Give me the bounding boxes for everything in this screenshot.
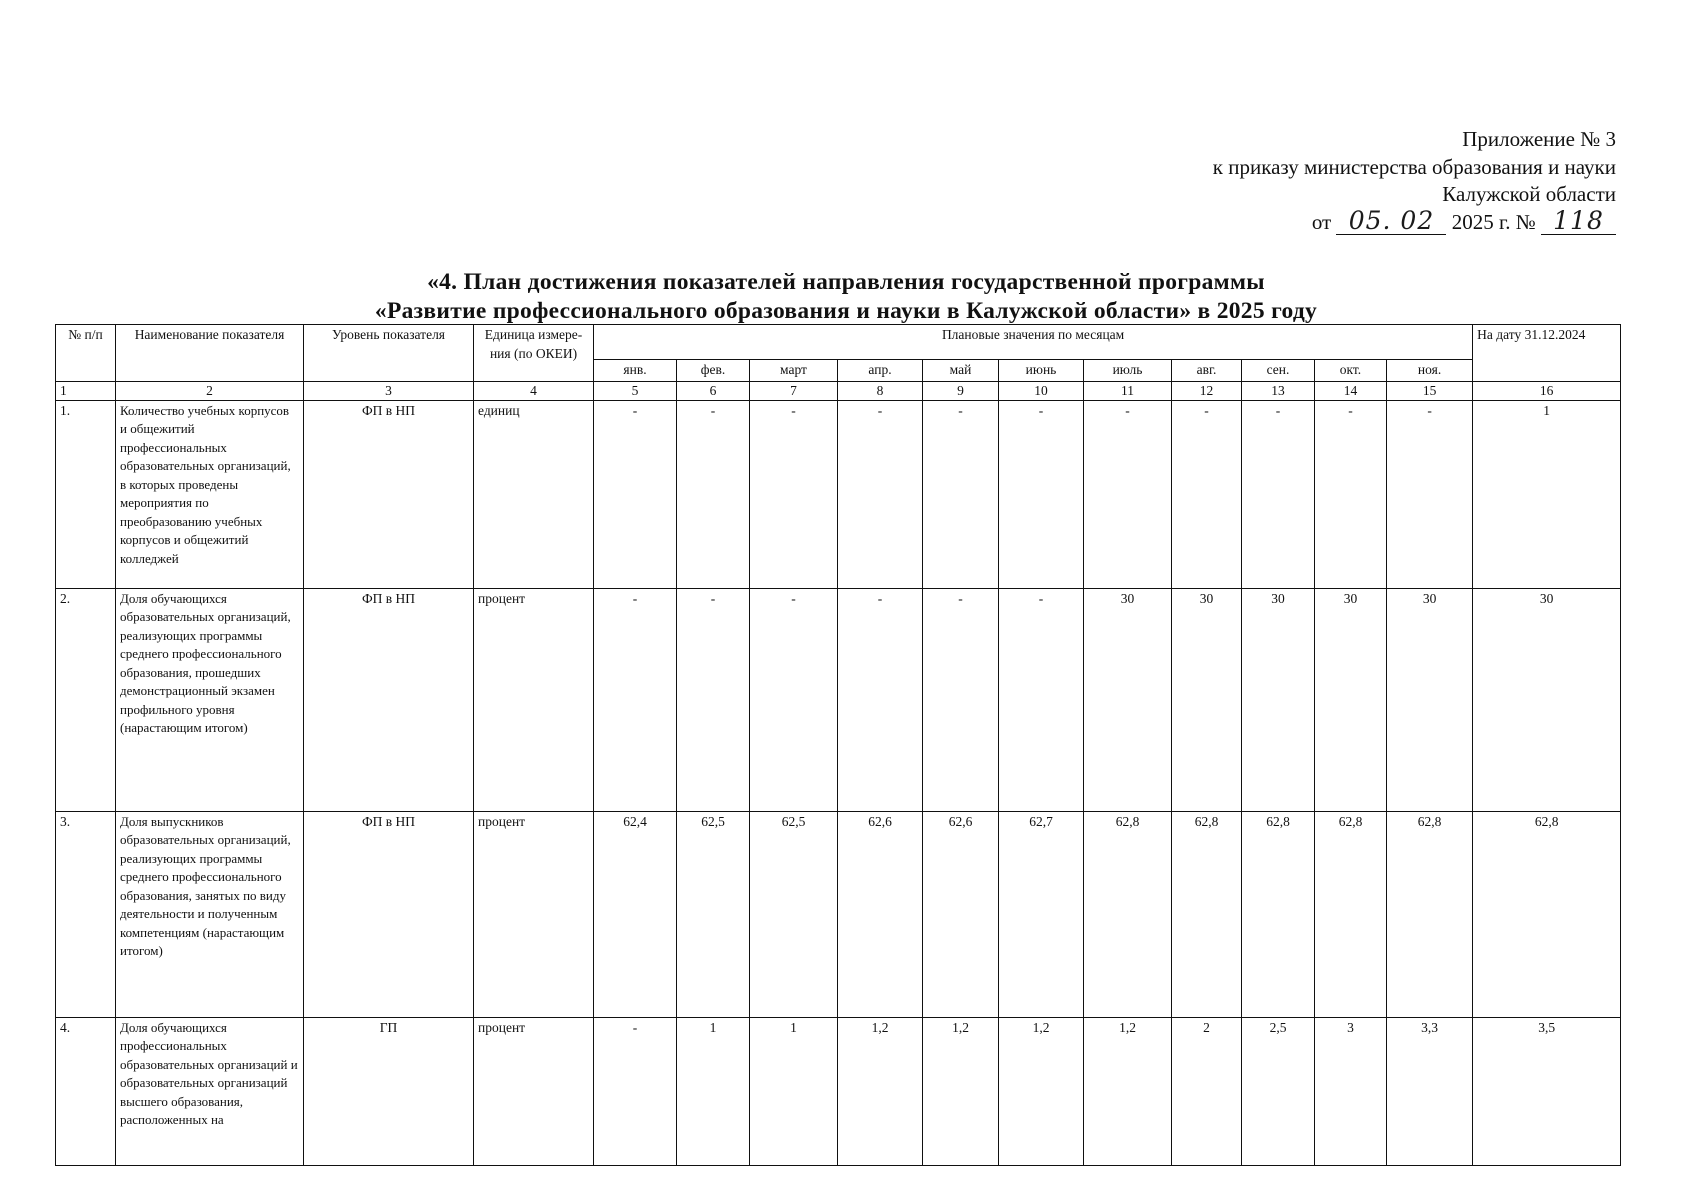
- column-number: 8: [838, 381, 923, 400]
- column-number: 4: [474, 381, 594, 400]
- month-value: -: [1084, 400, 1172, 588]
- month-value: 62,6: [923, 811, 999, 1017]
- final-value: 30: [1473, 588, 1621, 811]
- month-value: -: [923, 588, 999, 811]
- month-value: 62,8: [1315, 811, 1387, 1017]
- month-value: -: [923, 400, 999, 588]
- month-header: янв.: [594, 360, 677, 382]
- month-value: -: [594, 588, 677, 811]
- indicator-name: Доля выпускников образовательных организаций, реализующих программы среднего профессионального образования, занятых по виду деятельности и полученным компетенциям (нарастающим итогом): [116, 811, 304, 1017]
- appendix-date-line: [1056, 205, 1616, 237]
- month-value: -: [1387, 400, 1473, 588]
- column-number: 9: [923, 381, 999, 400]
- month-value: 62,8: [1084, 811, 1172, 1017]
- month-value: -: [1172, 400, 1242, 588]
- month-value: 30: [1315, 588, 1387, 811]
- month-value: 30: [1172, 588, 1242, 811]
- month-value: 62,5: [677, 811, 750, 1017]
- month-value: 62,8: [1387, 811, 1473, 1017]
- handwritten-date: 05. 02: [1348, 205, 1435, 235]
- date-field: [1336, 205, 1446, 235]
- final-value: 1: [1473, 400, 1621, 588]
- month-value: 2: [1172, 1017, 1242, 1165]
- month-value: -: [750, 400, 838, 588]
- header-date: На дату 31.12.2024: [1473, 325, 1621, 382]
- month-value: 62,4: [594, 811, 677, 1017]
- row-number: 4.: [56, 1017, 116, 1165]
- appendix-region: Калужской области: [1442, 182, 1616, 206]
- indicator-level: ФП в НП: [304, 400, 474, 588]
- column-number-row: [56, 381, 1621, 400]
- title-line-1: «4. План достижения показателей направления государственной программы: [427, 269, 1265, 295]
- appendix-title: Приложение № 3: [1462, 127, 1616, 151]
- column-number: 6: [677, 381, 750, 400]
- table-row: [56, 1017, 1621, 1165]
- column-number: 12: [1172, 381, 1242, 400]
- title-line-2: «Развитие профессионального образования и науки в Калужской области» в 2025 году: [374, 298, 1318, 324]
- indicator-name: Доля обучающихся профессиональных образовательных организаций и образовательных организаций высшего образования, расположенных на: [116, 1017, 304, 1165]
- month-header: ноя.: [1387, 360, 1473, 382]
- month-header: март: [750, 360, 838, 382]
- indicator-name: Доля обучающихся образовательных организаций, реализующих программы среднего профессионального образования, прошедших демонстрационный экзамен профильного уровня (нарастающим итогом): [116, 588, 304, 811]
- month-value: 30: [1387, 588, 1473, 811]
- month-header: июль: [1084, 360, 1172, 382]
- final-value: 3,5: [1473, 1017, 1621, 1165]
- month-value: -: [750, 588, 838, 811]
- column-number: 10: [999, 381, 1084, 400]
- month-value: 2,5: [1242, 1017, 1315, 1165]
- month-value: -: [677, 400, 750, 588]
- column-number: 2: [116, 381, 304, 400]
- table-row: [56, 811, 1621, 1017]
- number-field: [1541, 205, 1616, 235]
- month-value: -: [677, 588, 750, 811]
- month-value: -: [999, 400, 1084, 588]
- column-number: 5: [594, 381, 677, 400]
- month-value: 3: [1315, 1017, 1387, 1165]
- month-value: -: [999, 588, 1084, 811]
- indicator-unit: единиц: [474, 400, 594, 588]
- indicator-level: ГП: [304, 1017, 474, 1165]
- month-value: 62,6: [838, 811, 923, 1017]
- month-value: -: [838, 588, 923, 811]
- document-title: [0, 268, 1692, 326]
- month-value: -: [1242, 400, 1315, 588]
- month-value: -: [594, 400, 677, 588]
- month-header: сен.: [1242, 360, 1315, 382]
- month-value: 3,3: [1387, 1017, 1473, 1165]
- month-value: -: [1315, 400, 1387, 588]
- month-value: 1,2: [838, 1017, 923, 1165]
- column-number: 1: [56, 381, 116, 400]
- indicator-name: Количество учебных корпусов и общежитий профессиональных образовательных организаций, в которых проведены мероприятия по преобразованию учебных корпусов и общежитий колледжей: [116, 400, 304, 588]
- month-header: апр.: [838, 360, 923, 382]
- header-row: [56, 325, 1621, 360]
- month-value: -: [594, 1017, 677, 1165]
- column-number: 3: [304, 381, 474, 400]
- indicator-unit: процент: [474, 811, 594, 1017]
- row-number: 3.: [56, 811, 116, 1017]
- column-number: 16: [1473, 381, 1621, 400]
- month-value: 1,2: [999, 1017, 1084, 1165]
- month-header: авг.: [1172, 360, 1242, 382]
- appendix-order-ref: к приказу министерства образования и науки: [1212, 154, 1616, 179]
- column-number: 14: [1315, 381, 1387, 400]
- final-value: 62,8: [1473, 811, 1621, 1017]
- header-level: Уровень показателя: [304, 325, 474, 382]
- table-row: [56, 588, 1621, 811]
- column-number: 11: [1084, 381, 1172, 400]
- year-label: 2025 г. №: [1451, 209, 1536, 234]
- month-value: 62,7: [999, 811, 1084, 1017]
- appendix-block: [1056, 126, 1616, 236]
- column-number: 7: [750, 381, 838, 400]
- month-header: май: [923, 360, 999, 382]
- month-value: 1: [750, 1017, 838, 1165]
- month-header: фев.: [677, 360, 750, 382]
- month-value: 30: [1084, 588, 1172, 811]
- header-plan: Плановые значения по месяцам: [594, 325, 1473, 360]
- month-value: 62,8: [1242, 811, 1315, 1017]
- header-num: № п/п: [56, 325, 116, 382]
- row-number: 2.: [56, 588, 116, 811]
- month-value: 30: [1242, 588, 1315, 811]
- plan-table: [55, 324, 1621, 1166]
- table-row: [56, 400, 1621, 588]
- indicator-level: ФП в НП: [304, 588, 474, 811]
- header-name: Наименование показателя: [116, 325, 304, 382]
- month-value: 62,5: [750, 811, 838, 1017]
- row-number: 1.: [56, 400, 116, 588]
- indicator-level: ФП в НП: [304, 811, 474, 1017]
- month-header: окт.: [1315, 360, 1387, 382]
- column-number: 13: [1242, 381, 1315, 400]
- month-value: 1: [677, 1017, 750, 1165]
- month-value: 1,2: [923, 1017, 999, 1165]
- from-label: от: [1311, 209, 1332, 234]
- indicator-unit: процент: [474, 588, 594, 811]
- indicator-unit: процент: [474, 1017, 594, 1165]
- column-number: 15: [1387, 381, 1473, 400]
- month-header: июнь: [999, 360, 1084, 382]
- month-value: -: [838, 400, 923, 588]
- month-value: 62,8: [1172, 811, 1242, 1017]
- month-value: 1,2: [1084, 1017, 1172, 1165]
- header-unit: Единица измере-ния (по ОКЕИ): [474, 325, 594, 382]
- handwritten-number: 118: [1553, 205, 1604, 235]
